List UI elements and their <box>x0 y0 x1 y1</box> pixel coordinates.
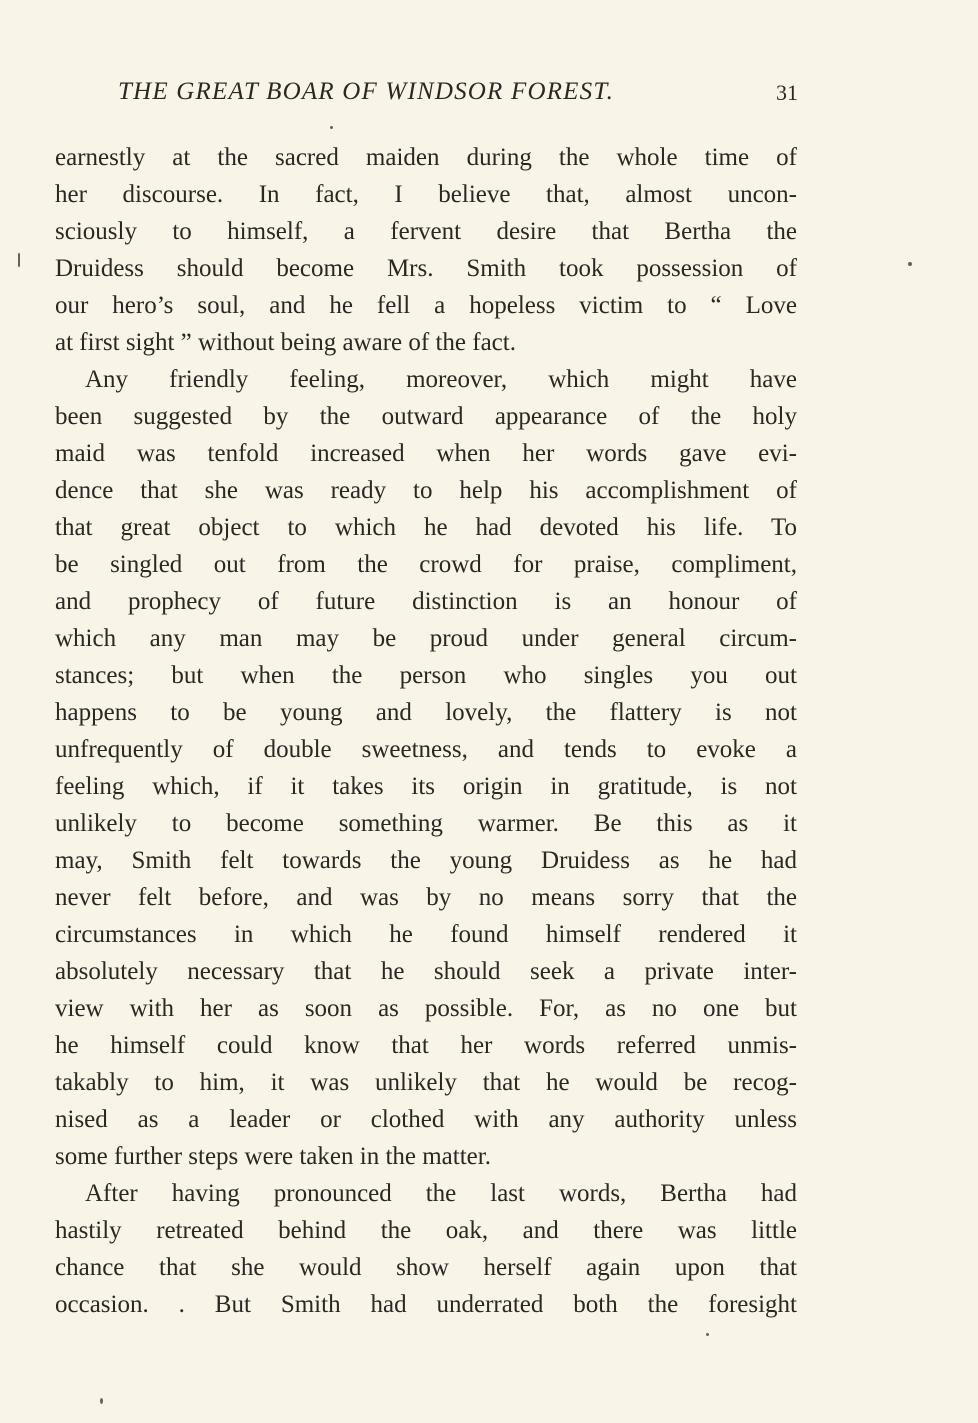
text-line: at first sight ” without being aware of the fact. <box>55 329 516 357</box>
text-line: Druidess should become Mrs. Smith took possession of <box>55 255 797 283</box>
text-line: be singled out from the crowd for praise, compliment, <box>55 551 797 579</box>
text-line: maid was tenfold increased when her words gave evi- <box>55 440 797 468</box>
text-line: never felt before, and was by no means sorry that the <box>55 884 797 912</box>
text-line: may, Smith felt towards the young Druidess as he had <box>55 847 797 875</box>
scan-speck <box>706 1333 709 1336</box>
text-line: that great object to which he had devoted his life. To <box>55 514 797 542</box>
text-line: occasion. . But Smith had underrated both the foresight <box>55 1291 797 1319</box>
text-line: nised as a leader or clothed with any authority unless <box>55 1106 797 1134</box>
text-line: feeling which, if it takes its origin in gratitude, is not <box>55 773 797 801</box>
scan-speck <box>908 262 912 266</box>
body-text <box>55 139 797 1324</box>
text-line: her discourse. In fact, I believe that, almost uncon- <box>55 181 797 209</box>
text-line: unlikely to become something warmer. Be this as it <box>55 810 797 838</box>
text-line: chance that she would show herself again upon that <box>55 1254 797 1282</box>
text-line: hastily retreated behind the oak, and there was little <box>55 1217 797 1245</box>
text-line: earnestly at the sacred maiden during the whole time of <box>55 144 797 171</box>
text-line: Any friendly feeling, moreover, which might have <box>85 366 797 394</box>
text-line: absolutely necessary that he should seek a private inter- <box>55 958 797 986</box>
text-line: unfrequently of double sweetness, and tends to evoke a <box>55 736 797 764</box>
scan-speck <box>330 126 333 129</box>
text-line: view with her as soon as possible. For, as no one but <box>55 995 797 1023</box>
running-title: THE GREAT BOAR OF WINDSOR FOREST. <box>118 78 615 105</box>
text-line: stances; but when the person who singles you out <box>55 662 797 690</box>
scan-speck <box>100 1398 103 1404</box>
page-header <box>118 78 798 112</box>
text-line: sciously to himself, a fervent desire that Bertha the <box>55 218 797 246</box>
text-line: which any man may be proud under general circum- <box>55 625 797 653</box>
text-line: and prophecy of future distinction is an honour of <box>55 588 797 616</box>
text-line: been suggested by the outward appearance of the holy <box>55 403 797 431</box>
text-line: some further steps were taken in the matter. <box>55 1143 491 1171</box>
text-line: After having pronounced the last words, Bertha had <box>85 1180 797 1208</box>
text-line: happens to be young and lovely, the flattery is not <box>55 699 797 727</box>
text-line: takably to him, it was unlikely that he would be recog- <box>55 1069 797 1097</box>
text-line: dence that she was ready to help his accomplishment of <box>55 477 797 505</box>
text-line: circumstances in which he found himself rendered it <box>55 921 797 949</box>
scan-speck <box>18 253 20 267</box>
text-line: our hero’s soul, and he fell a hopeless victim to “ Love <box>55 292 797 320</box>
page-number: 31 <box>776 80 798 105</box>
text-line: he himself could know that her words referred unmis- <box>55 1032 797 1060</box>
